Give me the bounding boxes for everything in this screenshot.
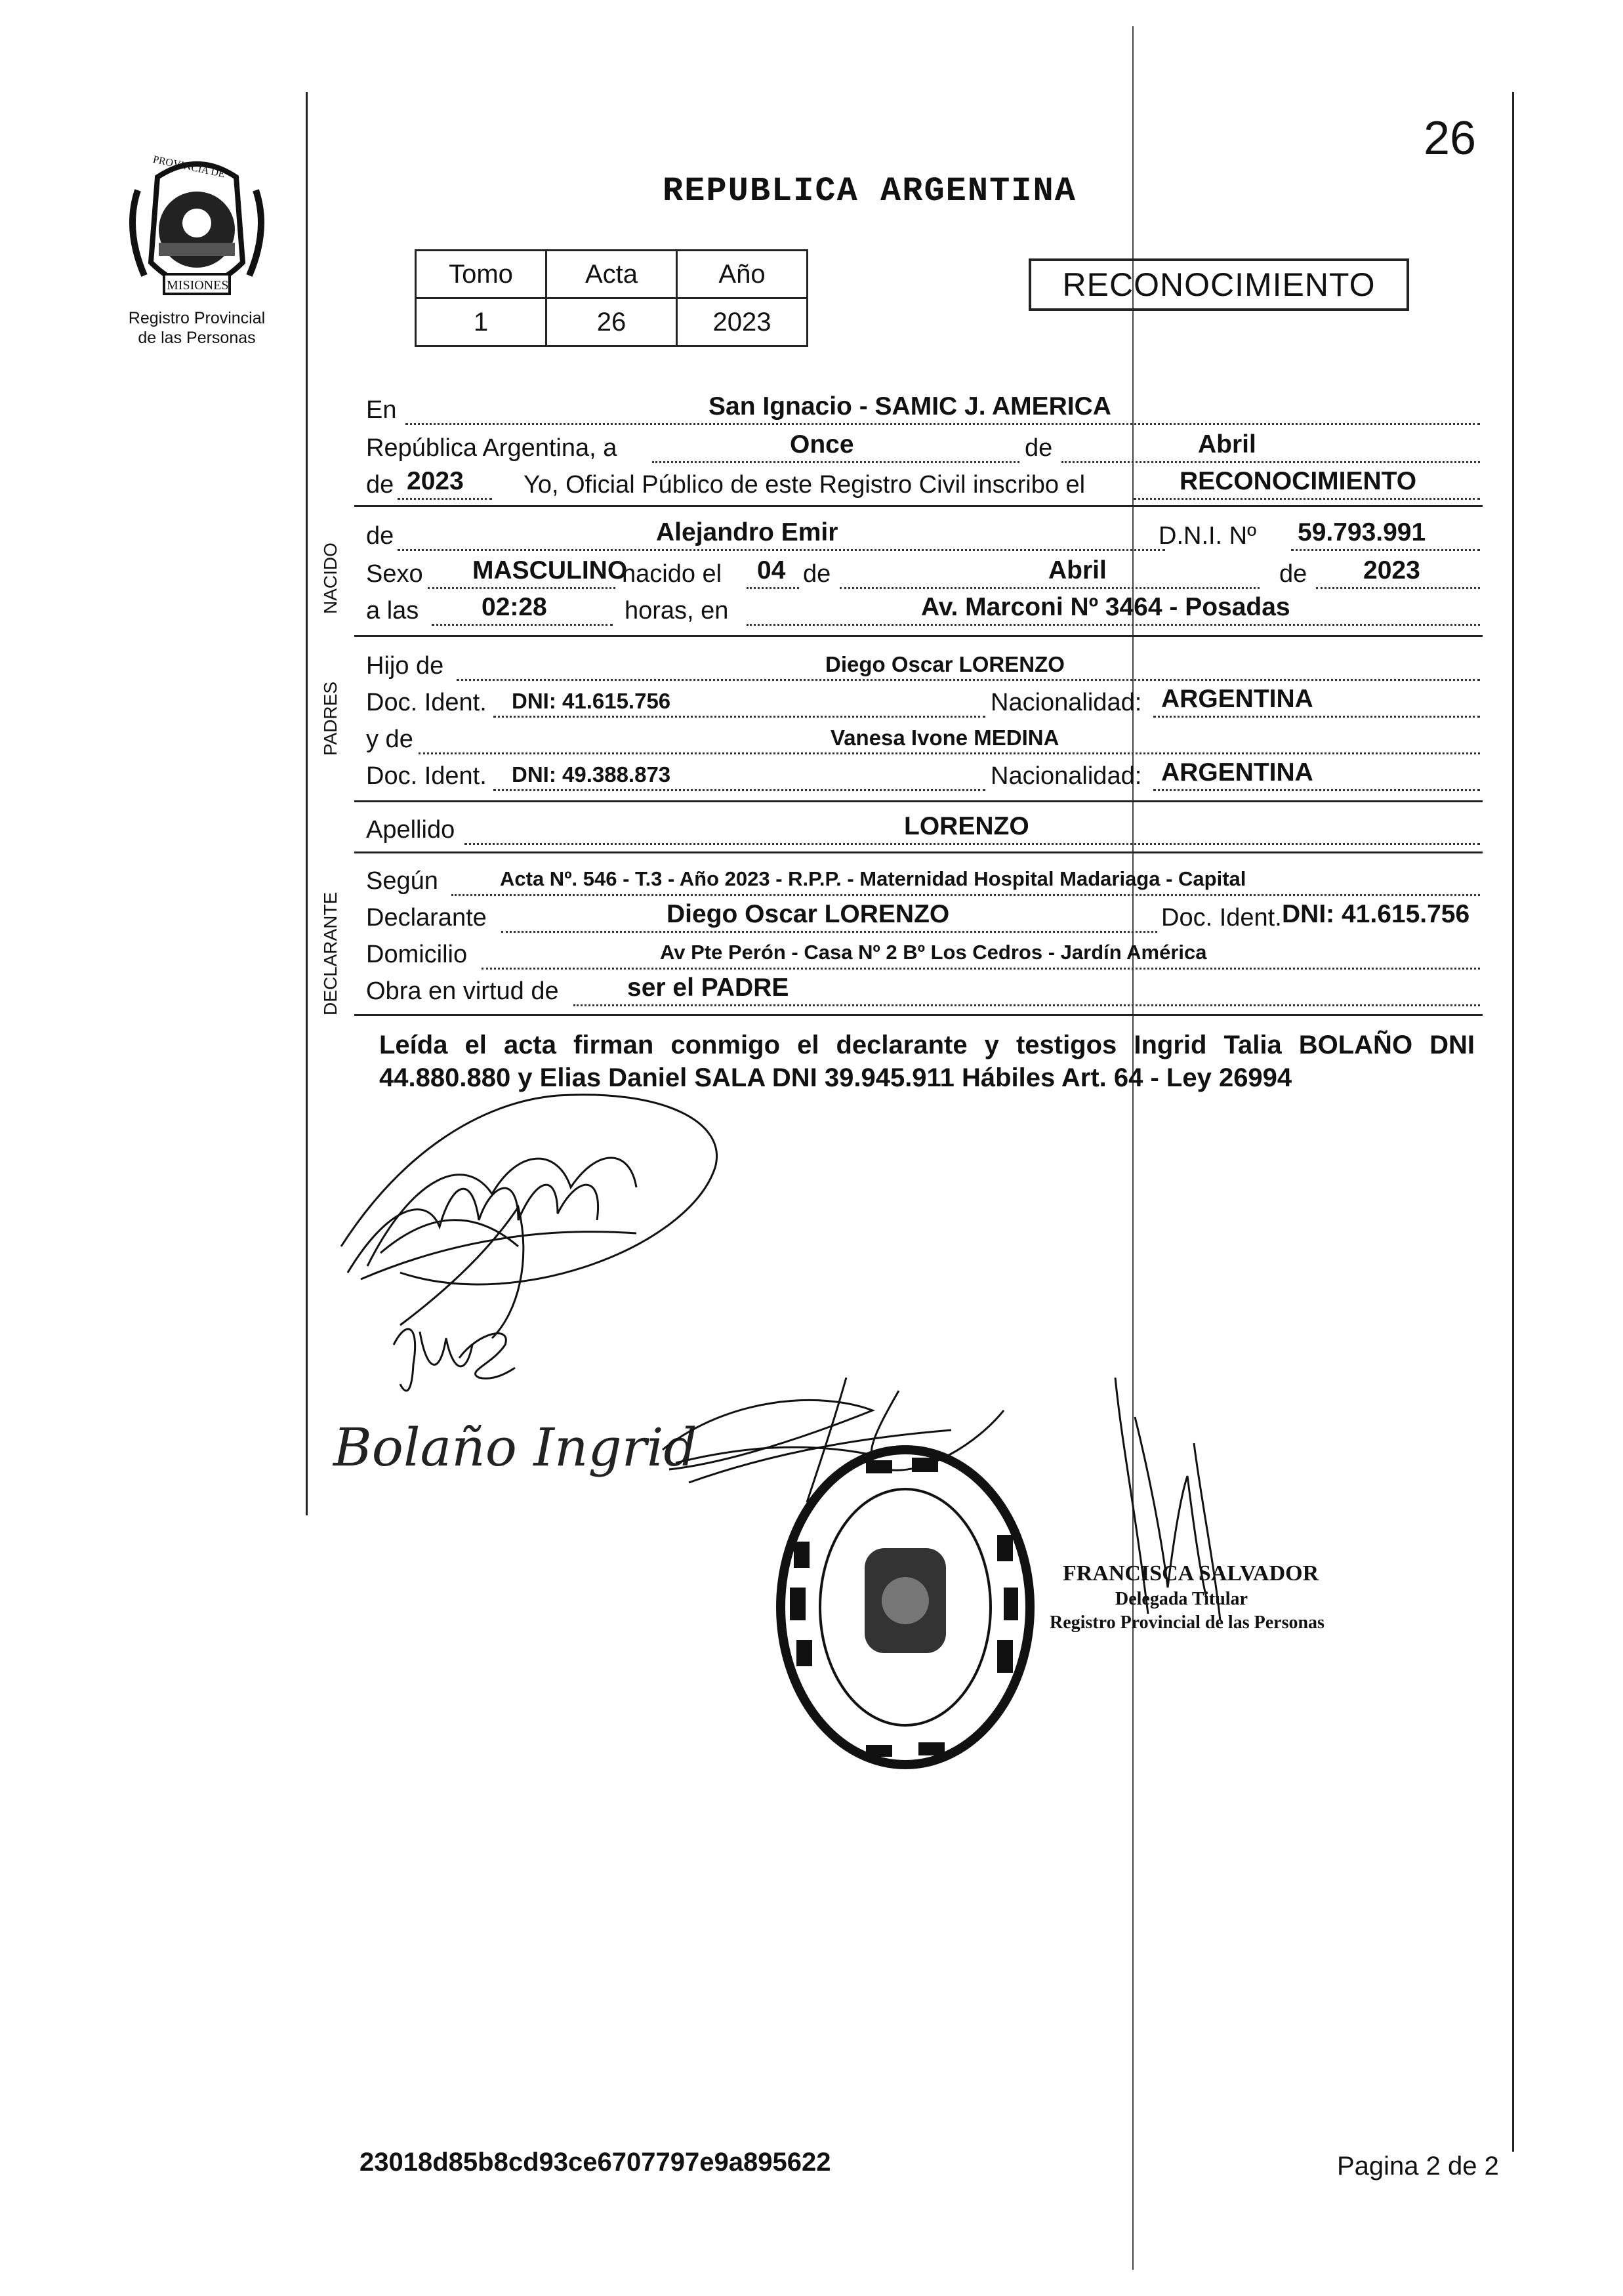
page-number: 26	[1424, 112, 1477, 165]
value-declarante: Diego Oscar LORENZO	[667, 900, 950, 928]
section-label-declarante: DECLARANTE	[320, 892, 340, 1015]
left-margin-line	[306, 92, 308, 1515]
value-birth-place: Av. Marconi Nº 3464 - Posadas	[921, 593, 1290, 621]
value-father: Diego Oscar LORENZO	[825, 652, 1065, 676]
act-type-box: RECONOCIMIENTO	[1029, 258, 1409, 311]
form-row-segun: Según Acta Nº. 546 - T.3 - Año 2023 - R.P.P. - Maternidad Hospital Madariaga - Capital	[366, 863, 1480, 900]
form-row-obra: Obra en virtud de ser el PADRE	[366, 974, 1480, 1010]
value-child-dni: 59.793.991	[1298, 518, 1426, 546]
value-declarante-doc: DNI: 41.615.756	[1282, 900, 1470, 928]
value-birth-day: 04	[757, 556, 786, 584]
form-row-father-doc: Doc. Ident. DNI: 41.615.756 Nacionalidad: ARGENTINA	[366, 685, 1480, 722]
table-header: Año	[677, 251, 808, 298]
value-obra: ser el PADRE	[627, 974, 789, 1002]
registry-label: Registro Provincial de las Personas	[128, 309, 266, 347]
form-row-declarante: Declarante Diego Oscar LORENZO Doc. Ident. DNI: 41.615.756	[366, 900, 1470, 932]
page-indicator: Pagina 2 de 2	[1337, 2152, 1499, 2181]
table-cell: 26	[546, 298, 677, 346]
value-mother-nationality: ARGENTINA	[1161, 758, 1313, 787]
form-row-date: República Argentina, a Once de Abril	[366, 430, 1480, 467]
official-seal-icon	[768, 1437, 1043, 1778]
value-place: San Ignacio - SAMIC J. AMERICA	[709, 392, 1111, 420]
value-segun: Acta Nº. 546 - T.3 - Año 2023 - R.P.P. - Maternidad Hospital Madariaga - Capital	[500, 867, 1246, 890]
value-birth-year: 2023	[1363, 556, 1420, 584]
table-header: Acta	[546, 251, 677, 298]
value-act: RECONOCIMIENTO	[1180, 467, 1417, 495]
form-row-domicilio: Domicilio Av Pte Perón - Casa Nº 2 Bº Los Cedros - Jardín América	[366, 937, 1480, 974]
value-day: Once	[790, 430, 854, 459]
handwritten-witness-name: Bolaño Ingrid	[333, 1417, 697, 1478]
initials-signature-icon	[380, 1305, 525, 1404]
record-table	[415, 249, 808, 347]
form-row-mother: y de Vanesa Ivone MEDINA	[366, 722, 1480, 758]
value-father-nationality: ARGENTINA	[1161, 685, 1313, 713]
form-row-time: a las 02:28 horas, en Av. Marconi Nº 3464 - Posadas	[366, 593, 1480, 630]
section-label-nacido: NACIDO	[320, 543, 340, 614]
form-row-year: de 2023 Yo, Oficial Público de este Registro Civil inscribo el RECONOCIMIENTO	[366, 467, 1480, 504]
document-hash: 23018d85b8cd93ce6707797e9a895622	[360, 2148, 831, 2177]
value-birth-month: Abril	[1048, 556, 1107, 584]
table-header: Tomo	[416, 251, 546, 298]
table-cell: 1	[416, 298, 546, 346]
form-row-father: Hijo de Diego Oscar LORENZO	[366, 648, 1480, 685]
form-row-mother-doc: Doc. Ident. DNI: 49.388.873 Nacionalidad: ARGENTINA	[366, 758, 1480, 795]
value-month: Abril	[1198, 430, 1256, 459]
seal-text	[1050, 1312, 1077, 1313]
value-domicilio: Av Pte Perón - Casa Nº 2 Bº Los Cedros - Jardín América	[660, 941, 1207, 964]
official-office: Registro Provincial de las Personas	[1050, 1612, 1325, 1633]
value-mother: Vanesa Ivone MEDINA	[831, 726, 1059, 750]
form-row-en	[366, 392, 1480, 429]
emblem-bottom-text: MISIONES	[167, 278, 229, 293]
value-year: 2023	[407, 467, 464, 495]
form-row-surname: Apellido LORENZO	[366, 812, 1480, 849]
value-surname: LORENZO	[904, 812, 1029, 840]
right-margin-line	[1512, 92, 1514, 2152]
value-hour: 02:28	[482, 593, 547, 621]
table-cell: 2023	[677, 298, 808, 346]
label-en: En	[366, 396, 397, 424]
country-heading: REPUBLICA ARGENTINA	[663, 172, 1077, 211]
value-child-name: Alejandro Emir	[656, 518, 838, 546]
official-name: FRANCISCA SALVADOR	[1063, 1561, 1319, 1586]
closing-statement: Leída el acta firman conmigo el declarante y testigos Ingrid Talia BOLAÑO DNI 44.880.880 y Elias Daniel SALA DNI 39.945.911 Hábiles Art. 64 - Ley 26994	[379, 1031, 1475, 1092]
value-sex: MASCULINO	[472, 556, 628, 584]
form-row-sex: Sexo MASCULINO nacido el 04 de Abril de 2023	[366, 556, 1480, 593]
official-signature-icon	[1096, 1364, 1266, 1640]
form-row-child: de Alejandro Emir D.N.I. Nº 59.793.991	[366, 518, 1480, 555]
value-mother-doc: DNI: 49.388.873	[512, 762, 671, 787]
official-title: Delegada Titular	[1115, 1589, 1248, 1609]
section-label-padres: PADRES	[320, 681, 340, 756]
emblem-top-text: PROVINCIA DE	[152, 154, 226, 180]
value-father-doc: DNI: 41.615.756	[512, 689, 671, 713]
fold-line	[1132, 26, 1134, 2270]
